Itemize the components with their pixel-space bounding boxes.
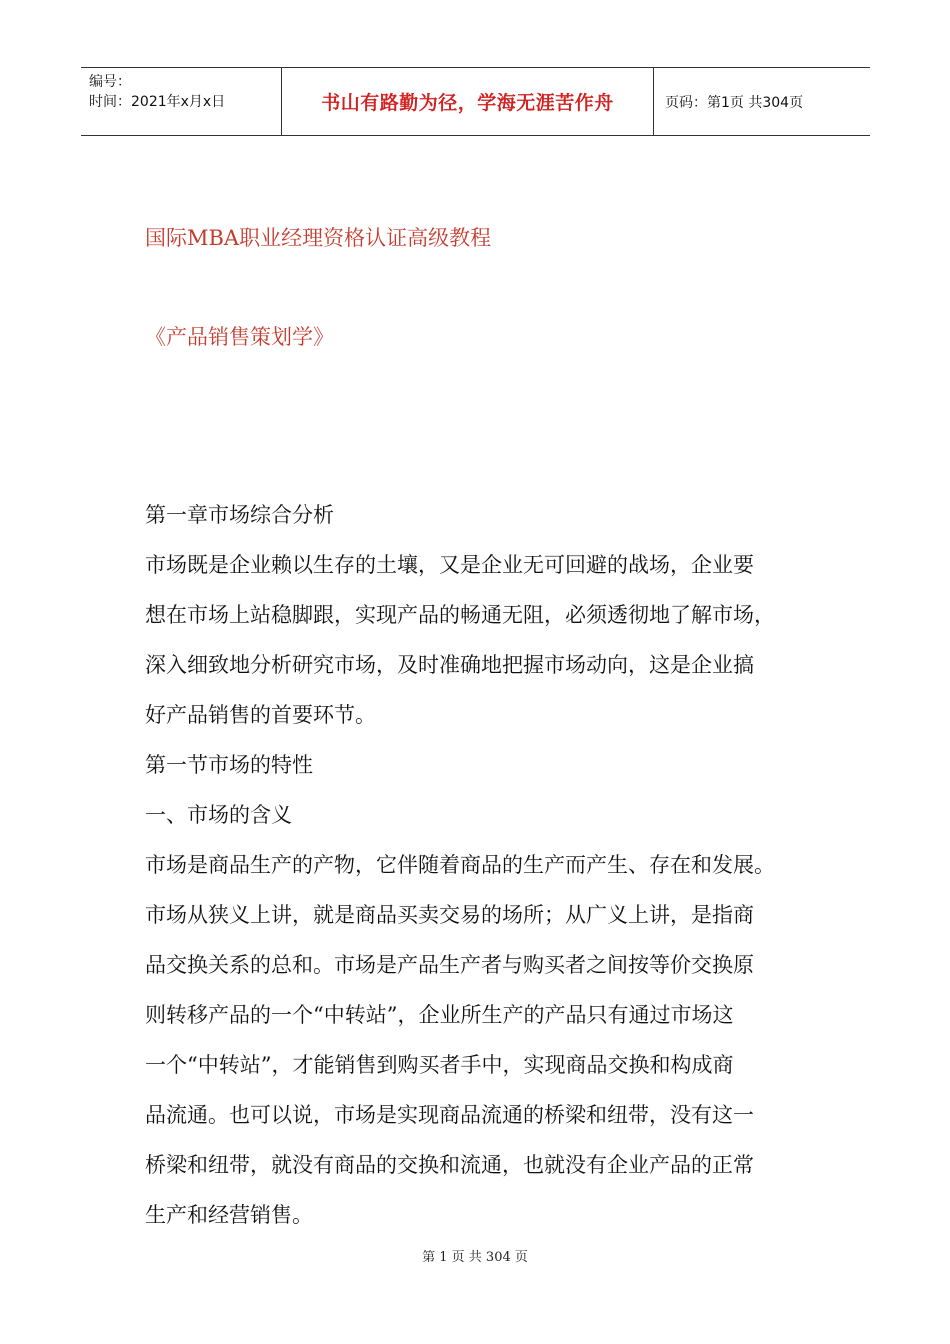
subsection-heading: 一、市场的含义 — [145, 803, 292, 827]
motto-text: 书山有路勤为径，学海无涯苦作舟 — [321, 92, 614, 114]
paragraph-line: 生产和经营销售。 — [145, 1203, 313, 1227]
paragraph-line: 一个“中转站”，才能销售到购买者手中，实现商品交换和构成商 — [145, 1053, 734, 1077]
paragraph-line: 品交换关系的总和。市场是产品生产者与购买者之间按等价交换原 — [145, 953, 754, 977]
paragraph-line: 则转移产品的一个“中转站”，企业所生产的产品只有通过市场这 — [145, 1003, 734, 1027]
paragraph-line: 市场既是企业赖以生存的土壤，又是企业无可回避的战场，企业要 — [145, 553, 754, 577]
number-label: 编号： — [89, 74, 131, 90]
book-title: 《产品销售策划学》 — [145, 325, 334, 349]
document-header — [81, 67, 870, 136]
paragraph-line: 品流通。也可以说，市场是实现商品流通的桥梁和纽带，没有这一 — [145, 1103, 754, 1127]
header-page-cell — [654, 68, 870, 135]
series-title: 国际MBA职业经理资格认证高级教程 — [145, 226, 492, 250]
section-heading: 第一节市场的特性 — [145, 753, 313, 777]
time-label: 时间：2021年x月x日 — [89, 94, 226, 110]
paragraph-line: 市场从狭义上讲，就是商品买卖交易的场所；从广义上讲，是指商 — [145, 903, 754, 927]
paragraph-line: 深入细致地分析研究市场，及时准确地把握市场动向，这是企业搞 — [145, 653, 754, 677]
page-footer: 第 1 页 共 304 页 — [422, 1250, 528, 1265]
header-motto-cell — [282, 68, 654, 135]
document-body — [145, 490, 845, 1240]
intro-paragraph — [145, 540, 845, 740]
paragraph-line: 好产品销售的首要环节。 — [145, 703, 376, 727]
paragraph-line: 想在市场上站稳脚跟，实现产品的畅通无阻，必须透彻地了解市场， — [145, 603, 775, 627]
chapter-heading: 第一章市场综合分析 — [145, 503, 334, 527]
page-info: 页码：第1页 共304页 — [665, 94, 804, 111]
paragraph-line: 桥梁和纽带，就没有商品的交换和流通，也就没有企业产品的正常 — [145, 1153, 754, 1177]
paragraph-line: 市场是商品生产的产物，它伴随着商品的生产而产生、存在和发展。 — [145, 853, 775, 877]
body-paragraph — [145, 840, 845, 1240]
header-meta-cell — [81, 68, 282, 135]
